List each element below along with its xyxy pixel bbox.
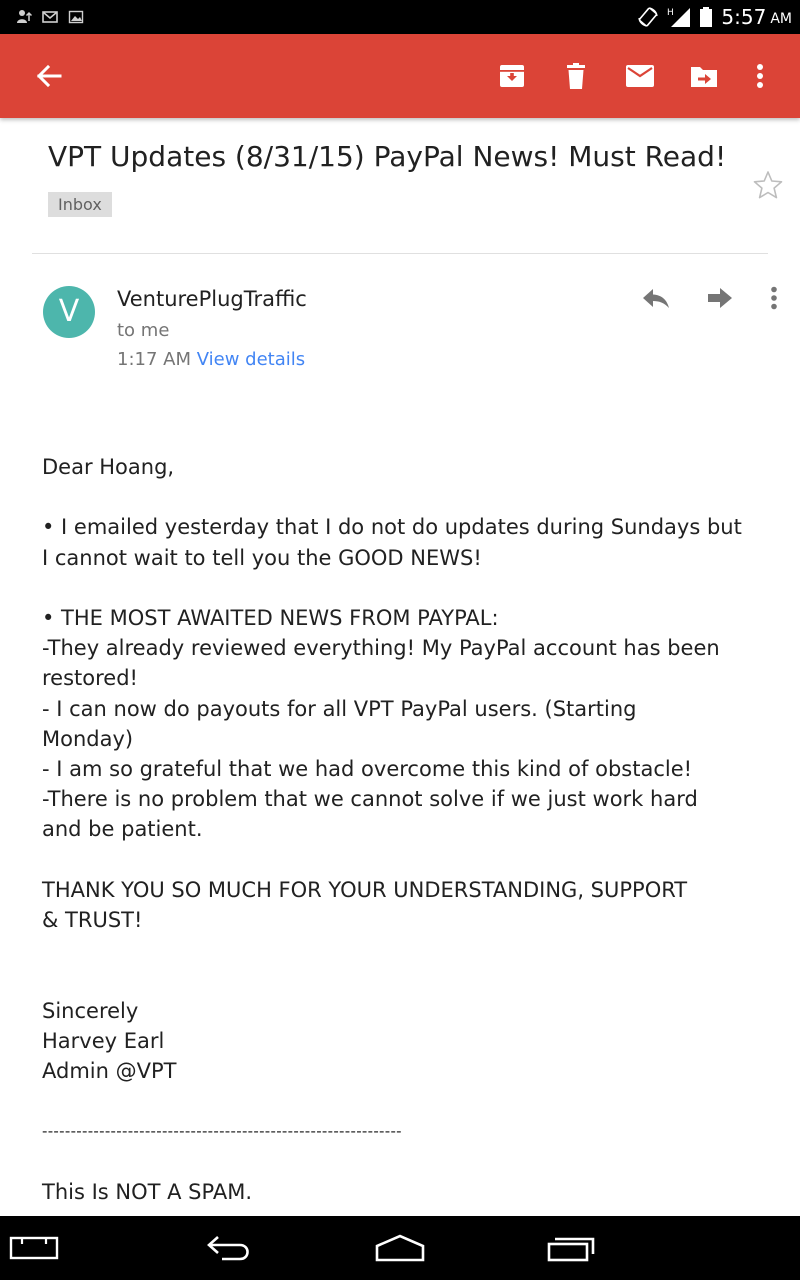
clock-time: 5:57 xyxy=(721,5,767,29)
email-time: 1:17 AM xyxy=(117,349,191,370)
archive-icon xyxy=(498,62,526,90)
signature-line: Sincerely xyxy=(42,998,139,1023)
recipient-line: to me xyxy=(117,320,170,341)
image-icon xyxy=(68,9,84,25)
reply-icon xyxy=(642,287,670,309)
recent-apps-icon xyxy=(9,1235,59,1261)
mark-unread-icon xyxy=(625,62,655,90)
clock-ampm: AM xyxy=(770,11,792,27)
system-icons xyxy=(637,0,792,34)
mark-unread-button[interactable] xyxy=(620,56,660,96)
sender-avatar[interactable]: V xyxy=(43,286,95,338)
more-vert-icon xyxy=(770,286,778,310)
status-bar xyxy=(0,0,800,34)
back-icon xyxy=(35,62,63,90)
home-button[interactable] xyxy=(370,1228,430,1268)
archive-button[interactable] xyxy=(492,56,532,96)
more-options-button[interactable] xyxy=(740,56,780,96)
network-type-label: H xyxy=(667,8,675,18)
overview-icon xyxy=(546,1233,596,1263)
body-line: and be patient. xyxy=(42,817,203,842)
inbox-label[interactable]: Inbox xyxy=(48,192,112,217)
back-nav-icon xyxy=(206,1233,254,1263)
view-details-link[interactable]: View details xyxy=(196,349,306,370)
signature-line: Admin @VPT xyxy=(42,1058,177,1083)
notification-icons xyxy=(16,9,84,25)
delete-button[interactable] xyxy=(556,56,596,96)
body-line: • THE MOST AWAITED NEWS FROM PAYPAL: xyxy=(42,605,499,630)
more-vert-icon xyxy=(756,63,764,89)
back-button[interactable] xyxy=(29,56,69,96)
move-to-button[interactable] xyxy=(684,56,724,96)
email-meta xyxy=(117,349,305,370)
reply-button[interactable] xyxy=(638,280,674,316)
star-icon[interactable] xyxy=(753,170,783,200)
body-line: & TRUST! xyxy=(42,908,143,932)
body-line: Monday) xyxy=(42,726,134,751)
greeting-line: Dear Hoang, xyxy=(42,455,175,479)
body-line: • I emailed yesterday that I do not do updates during Sundays but xyxy=(42,515,742,540)
footer-line: This Is NOT A SPAM. xyxy=(42,1179,252,1204)
subject-divider xyxy=(32,253,768,254)
separator-line: --------------------------------------------------------------- xyxy=(42,1122,402,1141)
body-line: I cannot wait to tell you the GOOD NEWS! xyxy=(42,545,482,570)
body-line: restored! xyxy=(42,666,138,691)
email-body xyxy=(42,452,772,1207)
body-line: - I am so grateful that we had overcome this kind of obstacle! xyxy=(42,757,693,781)
sender-name: VenturePlugTraffic xyxy=(117,287,307,311)
home-icon xyxy=(374,1233,426,1263)
forward-icon xyxy=(707,287,733,309)
rotate-icon xyxy=(637,6,659,28)
gmail-icon xyxy=(42,9,58,25)
recent-apps-button[interactable] xyxy=(4,1228,64,1268)
overview-button[interactable] xyxy=(541,1228,601,1268)
navigation-bar xyxy=(0,1216,800,1280)
body-line: -There is no problem that we cannot solve if we just work hard xyxy=(42,787,698,812)
body-line: - I can now do payouts for all VPT PayPal users. (Starting xyxy=(42,696,637,721)
back-nav-button[interactable] xyxy=(200,1228,260,1268)
delete-icon xyxy=(562,62,590,90)
message-more-button[interactable] xyxy=(756,280,792,316)
forward-button[interactable] xyxy=(702,280,738,316)
email-subject: VPT Updates (8/31/15) PayPal News! Must Read! xyxy=(48,140,727,173)
signal-icon xyxy=(667,6,691,28)
app-bar xyxy=(0,34,800,118)
move-to-icon xyxy=(689,62,719,90)
body-line: -They already reviewed everything! My PayPal account has been xyxy=(42,636,720,661)
battery-icon xyxy=(699,6,713,28)
signature-line: Harvey Earl xyxy=(42,1028,165,1053)
person-upload-icon xyxy=(16,9,32,25)
body-line: THANK YOU SO MUCH FOR YOUR UNDERSTANDING, SUPPORT xyxy=(42,877,688,902)
